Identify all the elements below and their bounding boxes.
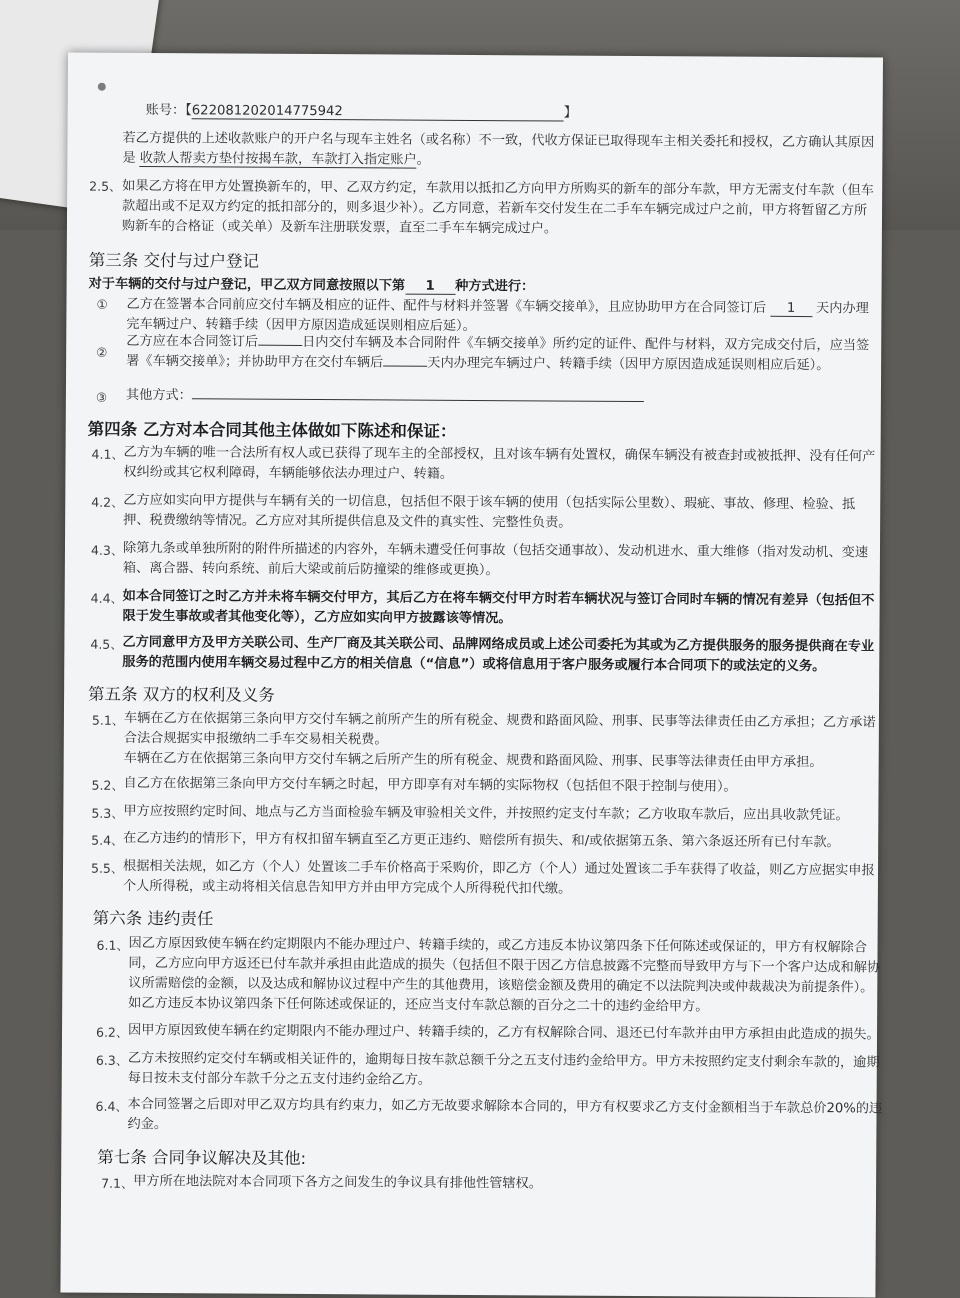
clause-6-1-line-1: 因乙方原因致使车辆在约定期限内不能办理过户、转籍手续的，或乙方违反本协议第四条下任何陈述或保证的，甲方有权解除合	[128, 935, 868, 956]
clause-2-5-line-3: 购新车的合格证（或关单）及新车注册联发票，直至二手车车辆完成过户。	[121, 218, 558, 237]
method-fill: 1	[405, 279, 455, 295]
clause-number: 5.3、	[91, 805, 124, 821]
clause-4-5-line-2: 服务的范围内使用车辆交易过程中乙方的相关信息（“信息”）或将信息用于客户服务或履行本合同项下的或法定的义务。	[122, 654, 826, 675]
clause-5-1-line-3: 车辆在乙方在依据第三条向甲方交付车辆之后所产生的所有税金、规费和路面风险、刑事、民事等法律责任由甲方承担。	[123, 750, 823, 771]
account-close: 】	[563, 105, 578, 121]
clause-4-4-line-1: 如本合同签订之时乙方并未将车辆交付甲方，其后乙方在将车辆交付甲方时若车辆状况与签订合同时车辆的情况有差异（包括但不	[122, 588, 875, 609]
account-label: 账号：【	[145, 102, 192, 119]
clause-5-5-line-2: 个人所得税，或主动将相关信息告知甲方并由甲方完成个人所得税代扣代缴。	[122, 878, 572, 897]
clause-2-5-line-1: 如果乙方将在甲方处置换新车的，甲、乙双方约定，车款用以抵扣乙方向甲方所购买的新车的部分车款，甲方无需支付车款（但车	[122, 178, 874, 199]
option-1-marker: ①	[96, 296, 108, 312]
clause-6-3-line-1: 乙方未按照约定交付车辆或相关证件的，逾期每日按车款总额千分之五支付违约金给甲方。甲方未按照约定支付剩余车款的，逾期	[127, 1050, 880, 1071]
clause-6-1-line-3: 议所需赔偿的金额，以及达成和解协议过程中产生的其他费用，该赔偿金额及费用的确定不以法院判决或仲裁裁决为前提条件）。	[128, 975, 874, 996]
clause-number: 4.2、	[91, 494, 124, 510]
article-3-title: 第三条 交付与过户登记	[88, 250, 260, 271]
clause-4-1-line-1: 乙方为车辆的唯一合法所有权人或已获得了现车主的全部授权，且对该车辆有处置权，确保车辆没有被查封或被抵押、没有任何产	[123, 444, 876, 465]
clause-number: 5.5、	[90, 860, 124, 876]
article-3-lead: 对于车辆的交付与过户登记，甲乙双方同意按照以下第 1 种方式进行：	[88, 276, 535, 295]
article-6-title: 第六条 违约责任	[92, 908, 214, 929]
clause-6-4-line-1: 本合同签署之后即对甲乙双方均具有约束力，如乙方无故要求解除本合同的，甲方有权要求乙方支付金额相当于车款总价20%的违	[127, 1096, 883, 1117]
clause-5-5-line-1: 根据相关法规，如乙方（个人）处置该二手车价格高于采购价，即乙方（个人）通过处置该二手车获得了收益，则乙方应据实申报	[122, 858, 875, 879]
article-5-title: 第五条 双方的权利及义务	[88, 684, 275, 705]
clause-4-5-line-1: 乙方同意甲方及甲方关联公司、生产厂商及其关联公司、品牌网络成员或上述公司委托为其或为乙方提供服务的服务提供商在专业	[122, 634, 875, 655]
clause-number: 5.1、	[91, 712, 125, 728]
clause-4-3-line-2: 箱、离合器、转向系统、前后大梁或前后防撞梁的维修或更换）。	[122, 560, 499, 579]
clause-6-2-line-1: 因甲方原因致使车辆在约定期限内不能办理过户、转籍手续的，乙方有权解除合同、退还已付车款并由甲方承担由此造成的损失。	[127, 1022, 880, 1043]
clause-5-3-line-1: 甲方应按照约定时间、地点与乙方当面检验车辆及审验相关文件，并按照约定支付车款；乙方收取车款后，应出具收款凭证。	[123, 803, 849, 824]
clause-2-5-line-2: 款超出或不足双方约定的抵扣部分的，则多退少补）。乙方同意，若新车交付发生在二手车车辆完成过户之前，甲方将暂留乙方所	[122, 198, 868, 219]
clause-number: 6.1、	[96, 937, 129, 953]
clause-4-2-line-1: 乙方应如实向甲方提供与车辆有关的一切信息，包括但不限于该车辆的使用（包括实际公里数）、瑕疵、事故、修理、检验、抵	[123, 492, 856, 513]
option-1-line-2: 完车辆过户、转籍手续（因甲方原因造成延误则相应后延）。	[126, 316, 476, 335]
option-1-days-fill: 1	[770, 301, 812, 317]
clause-number: 7.1、	[101, 1175, 134, 1191]
clause-number: 4.3、	[90, 542, 124, 558]
clause-number: 4.1、	[91, 446, 124, 462]
clause-number: 5.4、	[91, 832, 124, 848]
staple-icon	[98, 83, 106, 91]
clause-5-1-line-2: 合法合规据实申报缴纳二手车交易相关税费。	[123, 730, 388, 748]
article-7-title: 第七条 合同争议解决及其他:	[97, 1147, 307, 1168]
clause-number: 5.2、	[91, 777, 124, 793]
clause-7-1-line-1: 甲方所在地法院对本合同项下各方之间发生的争议具有排他性管辖权。	[133, 1173, 542, 1192]
clause-4-3-line-1: 除第九条或单独所附的附件所描述的内容外，车辆未遭受任何事故（包括交通事故）、发动机进水、重大维修（指对发动机、变速	[122, 540, 869, 561]
clause-number: 6.4、	[95, 1098, 129, 1114]
option-3-marker: ③	[95, 389, 108, 405]
contract-page	[60, 53, 883, 1298]
clause-4-2-line-2: 押、税费缴纳等情况。乙方应对其所提供信息及文件的真实性、完整性负责。	[123, 512, 572, 531]
clause-number: 6.2、	[95, 1024, 129, 1040]
clause-number: 2.5、	[89, 178, 122, 194]
option-1-line-1: 乙方在签署本合同前应交付车辆及相应的证件、配件与材料并签署《车辆交接单》，且应协助甲方在合同签订后 1 天内办理	[126, 296, 869, 317]
clause-6-3-line-2: 每日按未支付部分车款千分之五支付违约金给乙方。	[127, 1070, 432, 1088]
intro-line-1: 若乙方提供的上述收款账户的开户名与现车主姓名（或名称）不一致，代收方保证已取得现车主相关委托和授权，乙方确认其原因	[122, 130, 875, 151]
clause-number: 6.3、	[95, 1052, 129, 1068]
article-4-title: 第四条 乙方对本合同其他主体做如下陈述和保证：	[87, 419, 457, 441]
other-method-fill	[192, 398, 644, 402]
option-2-line-2: 署《车辆交接单》；并协助甲方在交付车辆后 天内办理完车辆过户、转籍手续（因甲方原因造成延误则相应后延）。	[126, 353, 830, 374]
intro-line-2: 是 收款人帮卖方垫付按揭车款，车款打入指定账户。	[122, 150, 430, 168]
option-2-transfer-fill	[383, 365, 427, 366]
clause-6-4-line-2: 约金。	[127, 1116, 168, 1133]
option-3-line: 其他方式：	[126, 387, 644, 408]
clause-4-4-line-2: 限于发生事故或者其他变化等），乙方应如实向甲方披露该等情况。	[122, 608, 512, 627]
option-2-line-1: 乙方应在本合同签订后 日内交付车辆及本合同附件《车辆交接单》所约定的证件、配件与材料，双方完成交付后，应当签	[126, 333, 870, 354]
clause-number: 4.5、	[90, 636, 123, 652]
reason-fill: 收款人帮卖方垫付按揭车款，车款打入指定账户	[139, 150, 417, 168]
clause-5-4-line-1: 在乙方违约的情形下，甲方有权扣留车辆直至乙方更正违约、赔偿所有损失、和/或依据第五条、第六条返还所有已付车款。	[123, 830, 840, 851]
account-number: 6220812020147759​42	[192, 103, 564, 121]
clause-6-1-line-2: 同，乙方应向甲方返还已付车款并承担由此造成的损失（包括但不限于因乙方信息披露不完整而导致甲方与下一个客户达成和解协	[128, 955, 881, 976]
clause-6-1-line-4: 如乙方违反本协议第四条下任何陈述或保证的，还应当支付车款总额的百分之二十的违约金给甲方。	[128, 995, 709, 1015]
clause-4-1-line-2: 权纠纷或其它权利障碍，车辆能够依法办理过户、转籍。	[123, 464, 454, 482]
clause-number: 4.4、	[90, 590, 124, 606]
clause-5-1-line-1: 车辆在乙方在依据第三条向甲方交付车辆之前所产生的所有税金、规费和路面风险、刑事、民事等法律责任由乙方承担；乙方承诺	[123, 710, 876, 731]
option-2-marker: ②	[96, 344, 108, 360]
clause-5-2-line-1: 自乙方在依据第三条向甲方交付车辆之时起，甲方即享有对车辆的实际物权（包括但不限于控制与使用）。	[123, 775, 737, 795]
option-2-days-fill	[258, 345, 302, 346]
account-line	[146, 102, 577, 123]
